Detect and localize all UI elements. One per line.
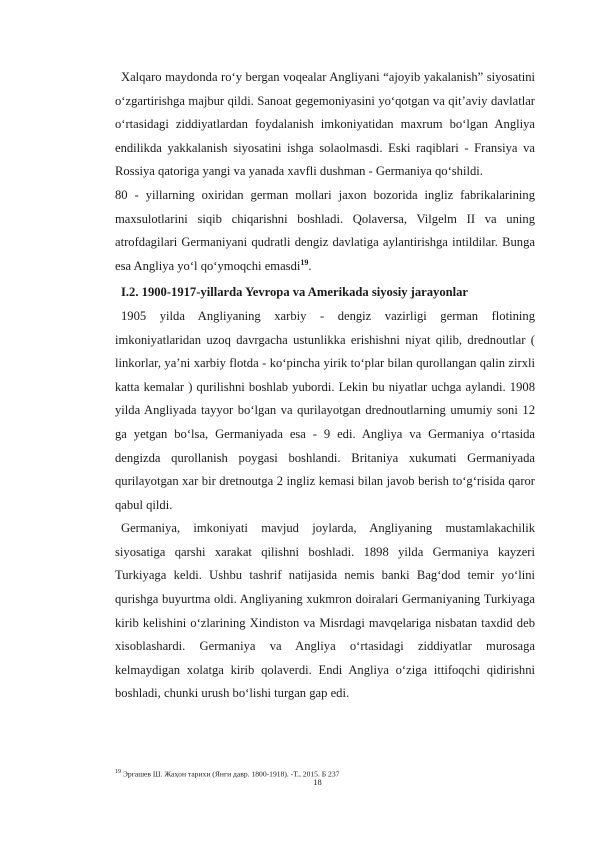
- footnote-reference: 19: [300, 257, 309, 267]
- paragraph-1: Xalqaro maydonda ro‘y bergan voqealar Angliyani “ajoyib yakalanish” siyosatini o‘zgartirishga majbur qildi. Sanoat gegemoniyasini yo‘qotgan va qit’aviy davlatlar o‘rtasidagi ziddiyatlardan foydalanish imkoniyatidan maxrum bo‘lgan Angliya endilikda yakkalanish siyosatini ishga solaolmasdi. Eski raqiblari - Fransiya va Rossiya qatoriga yangi va yanada xavfli dushman - Germaniya qo‘shildi.: [115, 70, 535, 179]
- paragraph-2: 80 - yillarning oxiridan german mollari jaxon bozorida ingliz fabrikalarining maxsulotlarini siqib chiqarishni boshladi. Qolaversa, Vilgelm II va uning atrofdagilari Germaniyani qudratli dengiz davlatiga aylantirishga intildilar. Bunga esa Angliya yo‘l qo‘ymoqchi emasdi$^{19}$.: [115, 187, 535, 273]
- page-number: 18: [313, 777, 322, 787]
- body-text: [115, 66, 535, 706]
- footnote-text: Эргашев Ш. Жаҳон тарихи (Янги давр. 1800-1918). -Т., 2015. Б 237: [122, 769, 340, 779]
- paragraph-3: 1905 yilda Angliyaning xarbiy - dengiz vazirligi german flotining imkoniyatlaridan uzoq davrgacha ustunlikka erishishni niyat qilib, drednoutlar ( linkorlar, ya’ni xarbiy flotda - ko‘pincha yirik to‘plar bilan qurollangan qalin zirxli katta kemalar ) qurilishni boshlab yubordi. Lekin bu niyatlar uchga aylandi. 1908 yilda Angliyada tayyor bo‘lgan va qurilayotgan drednoutlarning umumiy soni 12 ga yetgan bo‘lsa, Germaniyada esa - 9 edi. Angliya va Germaniya o‘rtasida dengizda qurollanish poygasi boshlandi. Britaniya xukumati Germaniyada qurilayotgan xar bir dretnoutga 2 ingliz kemasi bilan javob berish to‘g‘risida qaror qabul qildi.: [115, 308, 535, 512]
- section-heading: I.2. 1900-1917-yillarda Yevropa va Amerikada siyosiy jarayonlar: [121, 285, 469, 300]
- paragraph-4: Germaniya, imkoniyati mavjud joylarda, Angliyaning mustamlakachilik siyosatiga qarshi xarakat qilishni boshladi. 1898 yilda Germaniya kayzeri Turkiyaga keldi. Ushbu tashrif natijasida nemis banki Bag‘dod temir yo‘lini qurishga buyurtma oldi. Angliyaning xukmron doiralari Germaniyaning Turkiyaga kirib kelishini o‘zlarining Xindiston va Misrdagi mavqelariga nisbatan taxdid deb xisoblashardi. Germaniya va Angliya o‘rtasidagi ziddiyatlar murosaga kelmaydigan xolatga kirib qolaverdi. Endi Angliya o‘ziga ittifoqchi qidirishni boshladi, chunki urush bo‘lishi turgan gap edi.: [115, 521, 535, 701]
- footnote-number: 19: [115, 769, 121, 775]
